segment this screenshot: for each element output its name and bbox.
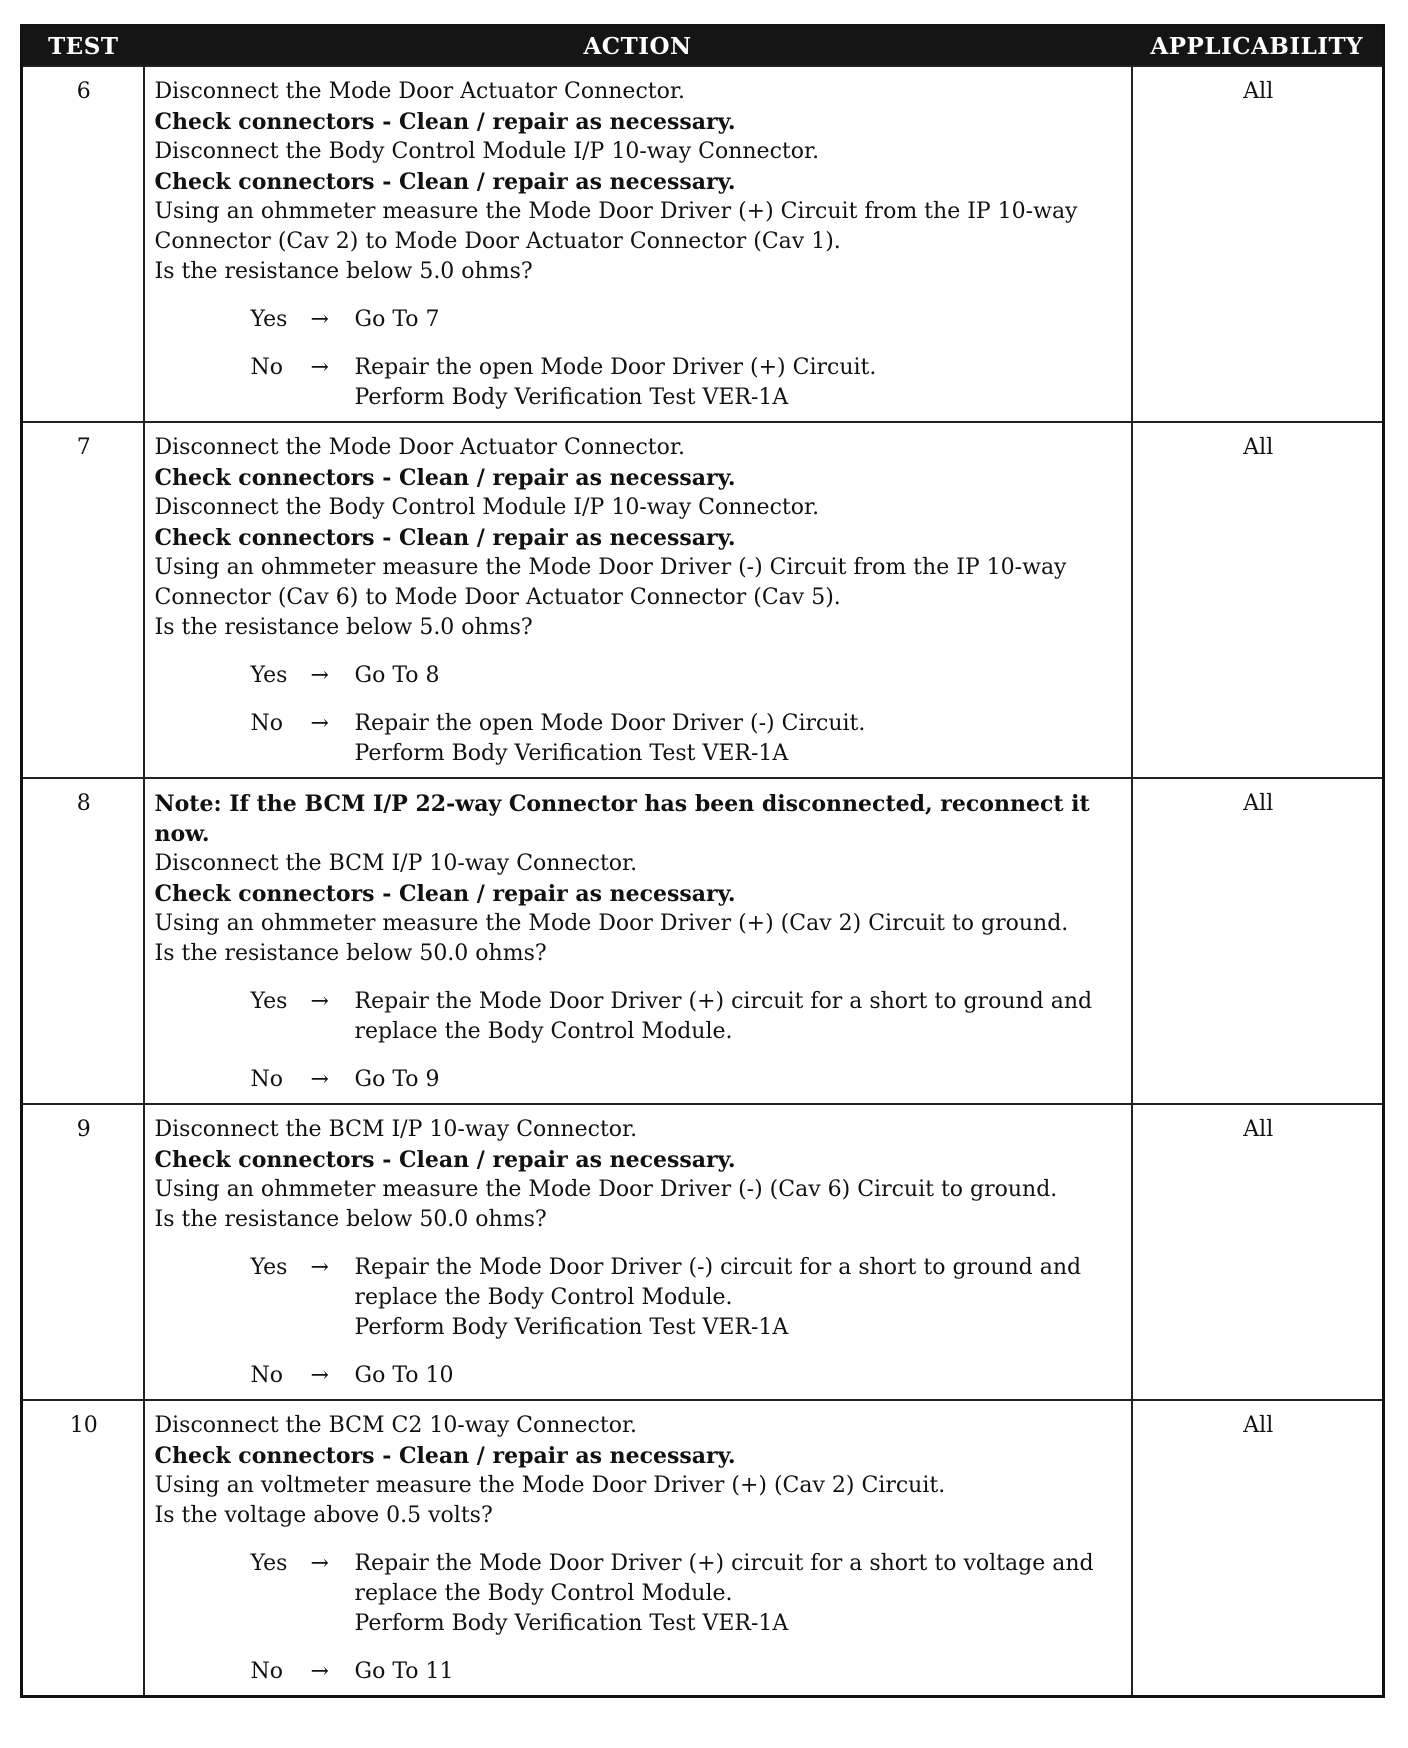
choice-list	[155, 1253, 1123, 1391]
choice-list	[155, 987, 1123, 1095]
choice-result-line: Perform Body Verification Test VER-1A	[354, 1315, 789, 1340]
choice-no	[251, 1065, 1123, 1095]
action-instruction-bold: Check connectors - Clean / repair as necessary.	[154, 465, 736, 491]
choice-yes	[251, 987, 1123, 1047]
action-cell	[144, 778, 1132, 1104]
action-cell	[144, 66, 1132, 422]
choice-yes	[251, 305, 1123, 335]
choice-result-line: Repair the Mode Door Driver (+) circuit for a short to ground and replace the Body Control Module.	[354, 989, 1093, 1044]
test-number: 9	[22, 1104, 144, 1400]
applicability-cell: All	[1132, 422, 1384, 778]
choice-result	[355, 353, 1123, 413]
choice-no	[251, 1657, 1123, 1687]
arrow-icon: →	[310, 307, 329, 332]
action-instruction-bold: Check connectors - Clean / repair as necessary.	[154, 525, 736, 551]
test-number: 6	[22, 66, 144, 422]
choice-answer: Yes	[250, 307, 288, 332]
choice-answer: Yes	[250, 1255, 288, 1280]
action-instruction: Disconnect the Body Control Module I/P 10-way Connector.	[154, 495, 820, 520]
table-row	[22, 778, 1384, 1104]
applicability-cell: All	[1132, 1400, 1384, 1697]
arrow-icon: →	[310, 989, 329, 1014]
action-instruction: Disconnect the BCM C2 10-way Connector.	[154, 1413, 638, 1438]
action-cell	[144, 1400, 1132, 1697]
choice-result-line: Repair the Mode Door Driver (-) circuit for a short to ground and replace the Body Control Module.	[354, 1255, 1082, 1310]
action-cell	[144, 1104, 1132, 1400]
choice-result-line: Perform Body Verification Test VER-1A	[354, 385, 789, 410]
choice-answer: No	[250, 1067, 283, 1092]
action-instruction-bold: Check connectors - Clean / repair as necessary.	[154, 1147, 736, 1173]
arrow-icon: →	[310, 1363, 329, 1388]
choice-result	[355, 1361, 1123, 1391]
choice-result	[355, 1549, 1123, 1639]
action-cell	[144, 422, 1132, 778]
arrow-icon: →	[310, 1067, 329, 1092]
table-row	[22, 1104, 1384, 1400]
choice-answer: Yes	[250, 989, 288, 1014]
action-instruction: Using an voltmeter measure the Mode Door Driver (+) (Cav 2) Circuit.	[154, 1473, 946, 1498]
choice-list	[155, 305, 1123, 413]
choice-no	[251, 1361, 1123, 1391]
choice-result	[355, 1253, 1123, 1343]
choice-list	[155, 1549, 1123, 1687]
table-row	[22, 422, 1384, 778]
action-instruction: Disconnect the BCM I/P 10-way Connector.	[154, 851, 638, 876]
choice-result	[355, 709, 1123, 769]
action-instruction: Is the resistance below 5.0 ohms?	[154, 259, 533, 284]
choice-answer: No	[250, 355, 283, 380]
action-instruction: Disconnect the Body Control Module I/P 10-way Connector.	[154, 139, 820, 164]
choice-result	[355, 1065, 1123, 1095]
choice-result-line: Go To 10	[354, 1363, 454, 1388]
choice-result-line: Go To 8	[354, 663, 440, 688]
test-number: 10	[22, 1400, 144, 1697]
action-instruction: Is the resistance below 50.0 ohms?	[154, 941, 547, 966]
choice-yes	[251, 1253, 1123, 1343]
choice-yes	[251, 1549, 1123, 1639]
choice-result	[355, 661, 1123, 691]
action-instruction: Using an ohmmeter measure the Mode Door Driver (+) Circuit from the IP 10-way Connector (Cav 2) to Mode Door Actuator Connector (Cav 1).	[154, 199, 1078, 254]
choice-result	[355, 305, 1123, 335]
choice-answer: Yes	[250, 1551, 288, 1576]
action-instruction-bold: Check connectors - Clean / repair as necessary.	[154, 881, 736, 907]
action-instruction: Using an ohmmeter measure the Mode Door Driver (-) (Cav 6) Circuit to ground.	[154, 1177, 1058, 1202]
action-instruction: Disconnect the Mode Door Actuator Connector.	[154, 79, 685, 104]
arrow-icon: →	[310, 355, 329, 380]
header-applicability: APPLICABILITY	[1132, 26, 1384, 67]
test-number: 7	[22, 422, 144, 778]
choice-answer: No	[250, 1659, 283, 1684]
action-instruction: Is the resistance below 5.0 ohms?	[154, 615, 533, 640]
choice-result-line: Repair the open Mode Door Driver (-) Circuit.	[354, 711, 866, 736]
choice-result	[355, 987, 1123, 1047]
choice-answer: No	[250, 1363, 283, 1388]
choice-result-line: Repair the open Mode Door Driver (+) Circuit.	[354, 355, 877, 380]
arrow-icon: →	[310, 663, 329, 688]
choice-no	[251, 353, 1123, 413]
header-action: ACTION	[144, 26, 1132, 67]
arrow-icon: →	[310, 711, 329, 736]
action-instruction: Disconnect the Mode Door Actuator Connector.	[154, 435, 685, 460]
action-instruction-bold: Check connectors - Clean / repair as necessary.	[154, 109, 736, 135]
choice-result-line: Go To 9	[354, 1067, 440, 1092]
action-instruction: Using an ohmmeter measure the Mode Door Driver (+) (Cav 2) Circuit to ground.	[154, 911, 1069, 936]
choice-result-line: Perform Body Verification Test VER-1A	[354, 741, 789, 766]
arrow-icon: →	[310, 1659, 329, 1684]
action-instruction: Is the voltage above 0.5 volts?	[154, 1503, 493, 1528]
header-row	[22, 26, 1384, 67]
arrow-icon: →	[310, 1255, 329, 1280]
action-instruction: Disconnect the BCM I/P 10-way Connector.	[154, 1117, 638, 1142]
arrow-icon: →	[310, 1551, 329, 1576]
choice-result	[355, 1657, 1123, 1687]
action-instruction-bold: Check connectors - Clean / repair as necessary.	[154, 169, 736, 195]
action-instruction-bold: Note: If the BCM I/P 22-way Connector has been disconnected, reconnect it now.	[154, 791, 1090, 847]
table-row	[22, 1400, 1384, 1697]
diagnostic-table	[20, 24, 1385, 1698]
header-test: TEST	[22, 26, 144, 67]
applicability-cell: All	[1132, 66, 1384, 422]
test-number: 8	[22, 778, 144, 1104]
applicability-cell: All	[1132, 778, 1384, 1104]
choice-yes	[251, 661, 1123, 691]
action-instruction: Using an ohmmeter measure the Mode Door Driver (-) Circuit from the IP 10-way Connector (Cav 6) to Mode Door Actuator Connector (Cav 5).	[154, 555, 1067, 610]
action-instruction: Is the resistance below 50.0 ohms?	[154, 1207, 547, 1232]
table-row	[22, 66, 1384, 422]
choice-result-line: Go To 11	[354, 1659, 454, 1684]
choice-result-line: Perform Body Verification Test VER-1A	[354, 1611, 789, 1636]
choice-result-line: Repair the Mode Door Driver (+) circuit for a short to voltage and replace the Body Control Module.	[354, 1551, 1094, 1606]
choice-answer: No	[250, 711, 283, 736]
choice-answer: Yes	[250, 663, 288, 688]
choice-list	[155, 661, 1123, 769]
applicability-cell: All	[1132, 1104, 1384, 1400]
choice-no	[251, 709, 1123, 769]
action-instruction-bold: Check connectors - Clean / repair as necessary.	[154, 1443, 736, 1469]
choice-result-line: Go To 7	[354, 307, 440, 332]
